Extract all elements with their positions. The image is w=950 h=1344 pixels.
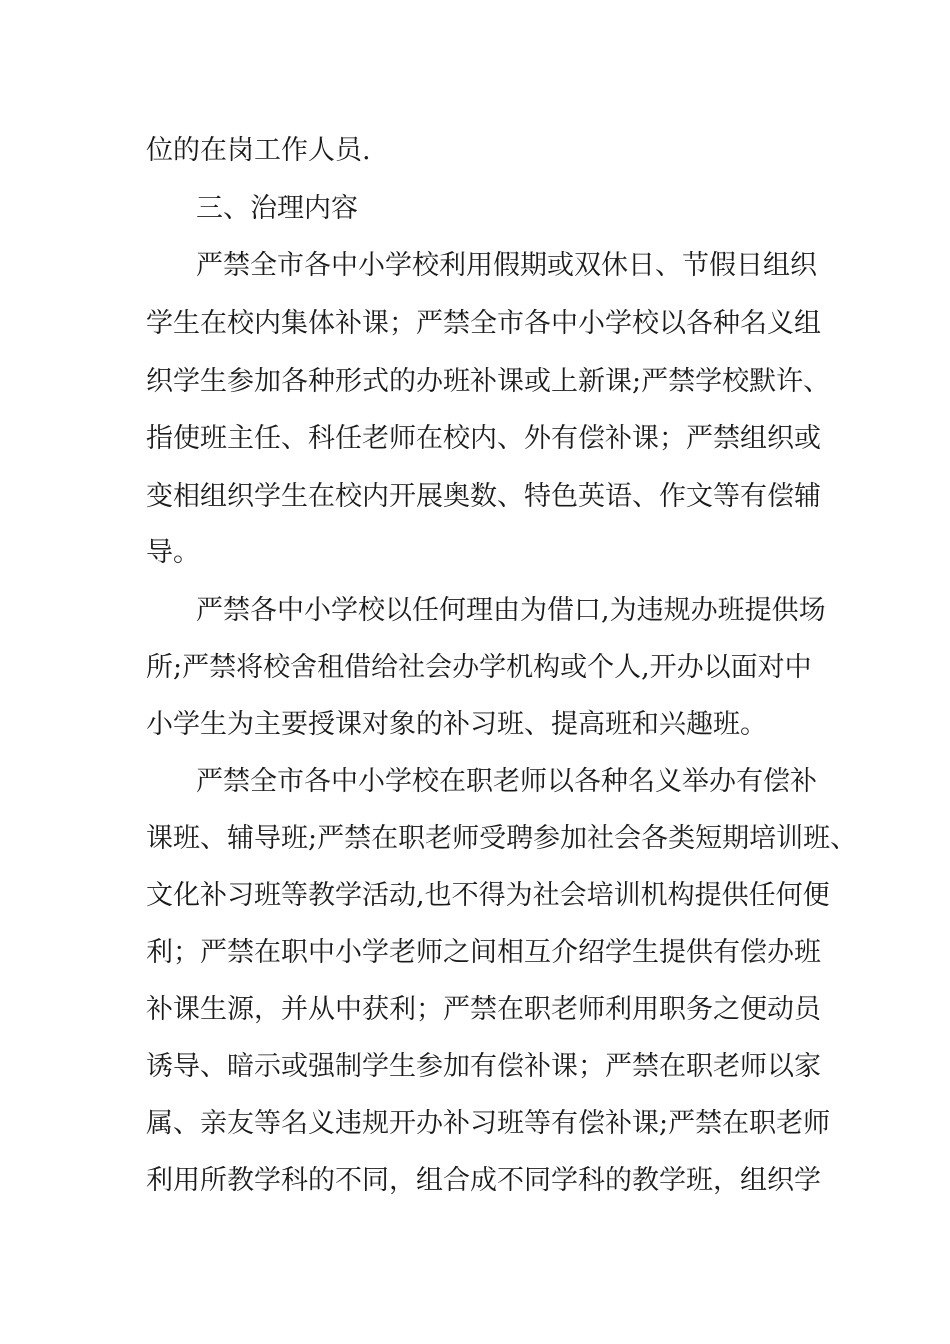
text-line: 课班、辅导班;严禁在职老师受聘参加社会各类短期培训班、 (146, 823, 858, 854)
text-line: 学生在校内集体补课；严禁全市各中小学校以各种名义组 (146, 308, 821, 339)
text-line: 所;严禁将校舍租借给社会办学机构或个人,开办以面对中 (146, 652, 812, 683)
text-line: 诱导、暗示或强制学生参加有偿补课；严禁在职老师以家 (146, 1051, 821, 1082)
text-line: 利；严禁在职中小学老师之间相互介绍学生提供有偿办班 (146, 937, 821, 968)
text-line: 严禁全市各中小学校在职老师以各种名义举办有偿补 (196, 766, 817, 797)
text-line: 织学生参加各种形式的办班补课或上新课;严禁学校默许、 (146, 366, 831, 397)
text-line: 利用所教学科的不同，组合成不同学科的教学班，组织学 (146, 1165, 821, 1196)
text-line: 变相组织学生在校内开展奥数、特色英语、作文等有偿辅 (146, 481, 821, 512)
text-line: 补课生源，并从中获利；严禁在职老师利用职务之便动员 (146, 994, 821, 1025)
text-line: 导。 (146, 537, 200, 568)
text-line: 严禁各中小学校以任何理由为借口,为违规办班提供场 (196, 595, 826, 626)
text-line: 小学生为主要授课对象的补习班、提高班和兴趣班。 (146, 709, 767, 740)
text-line: 文化补习班等教学活动,也不得为社会培训机构提供任何便 (146, 880, 830, 911)
text-line: 位的在岗工作人员. (146, 135, 371, 166)
text-line: 严禁全市各中小学校利用假期或双休日、节假日组织 (196, 250, 817, 281)
text-line: 属、亲友等名义违规开办补习班等有偿补课;严禁在职老师 (146, 1108, 831, 1139)
section-heading: 三、治理内容 (196, 193, 358, 224)
text-line: 指使班主任、科任老师在校内、外有偿补课；严禁组织或 (146, 423, 821, 454)
